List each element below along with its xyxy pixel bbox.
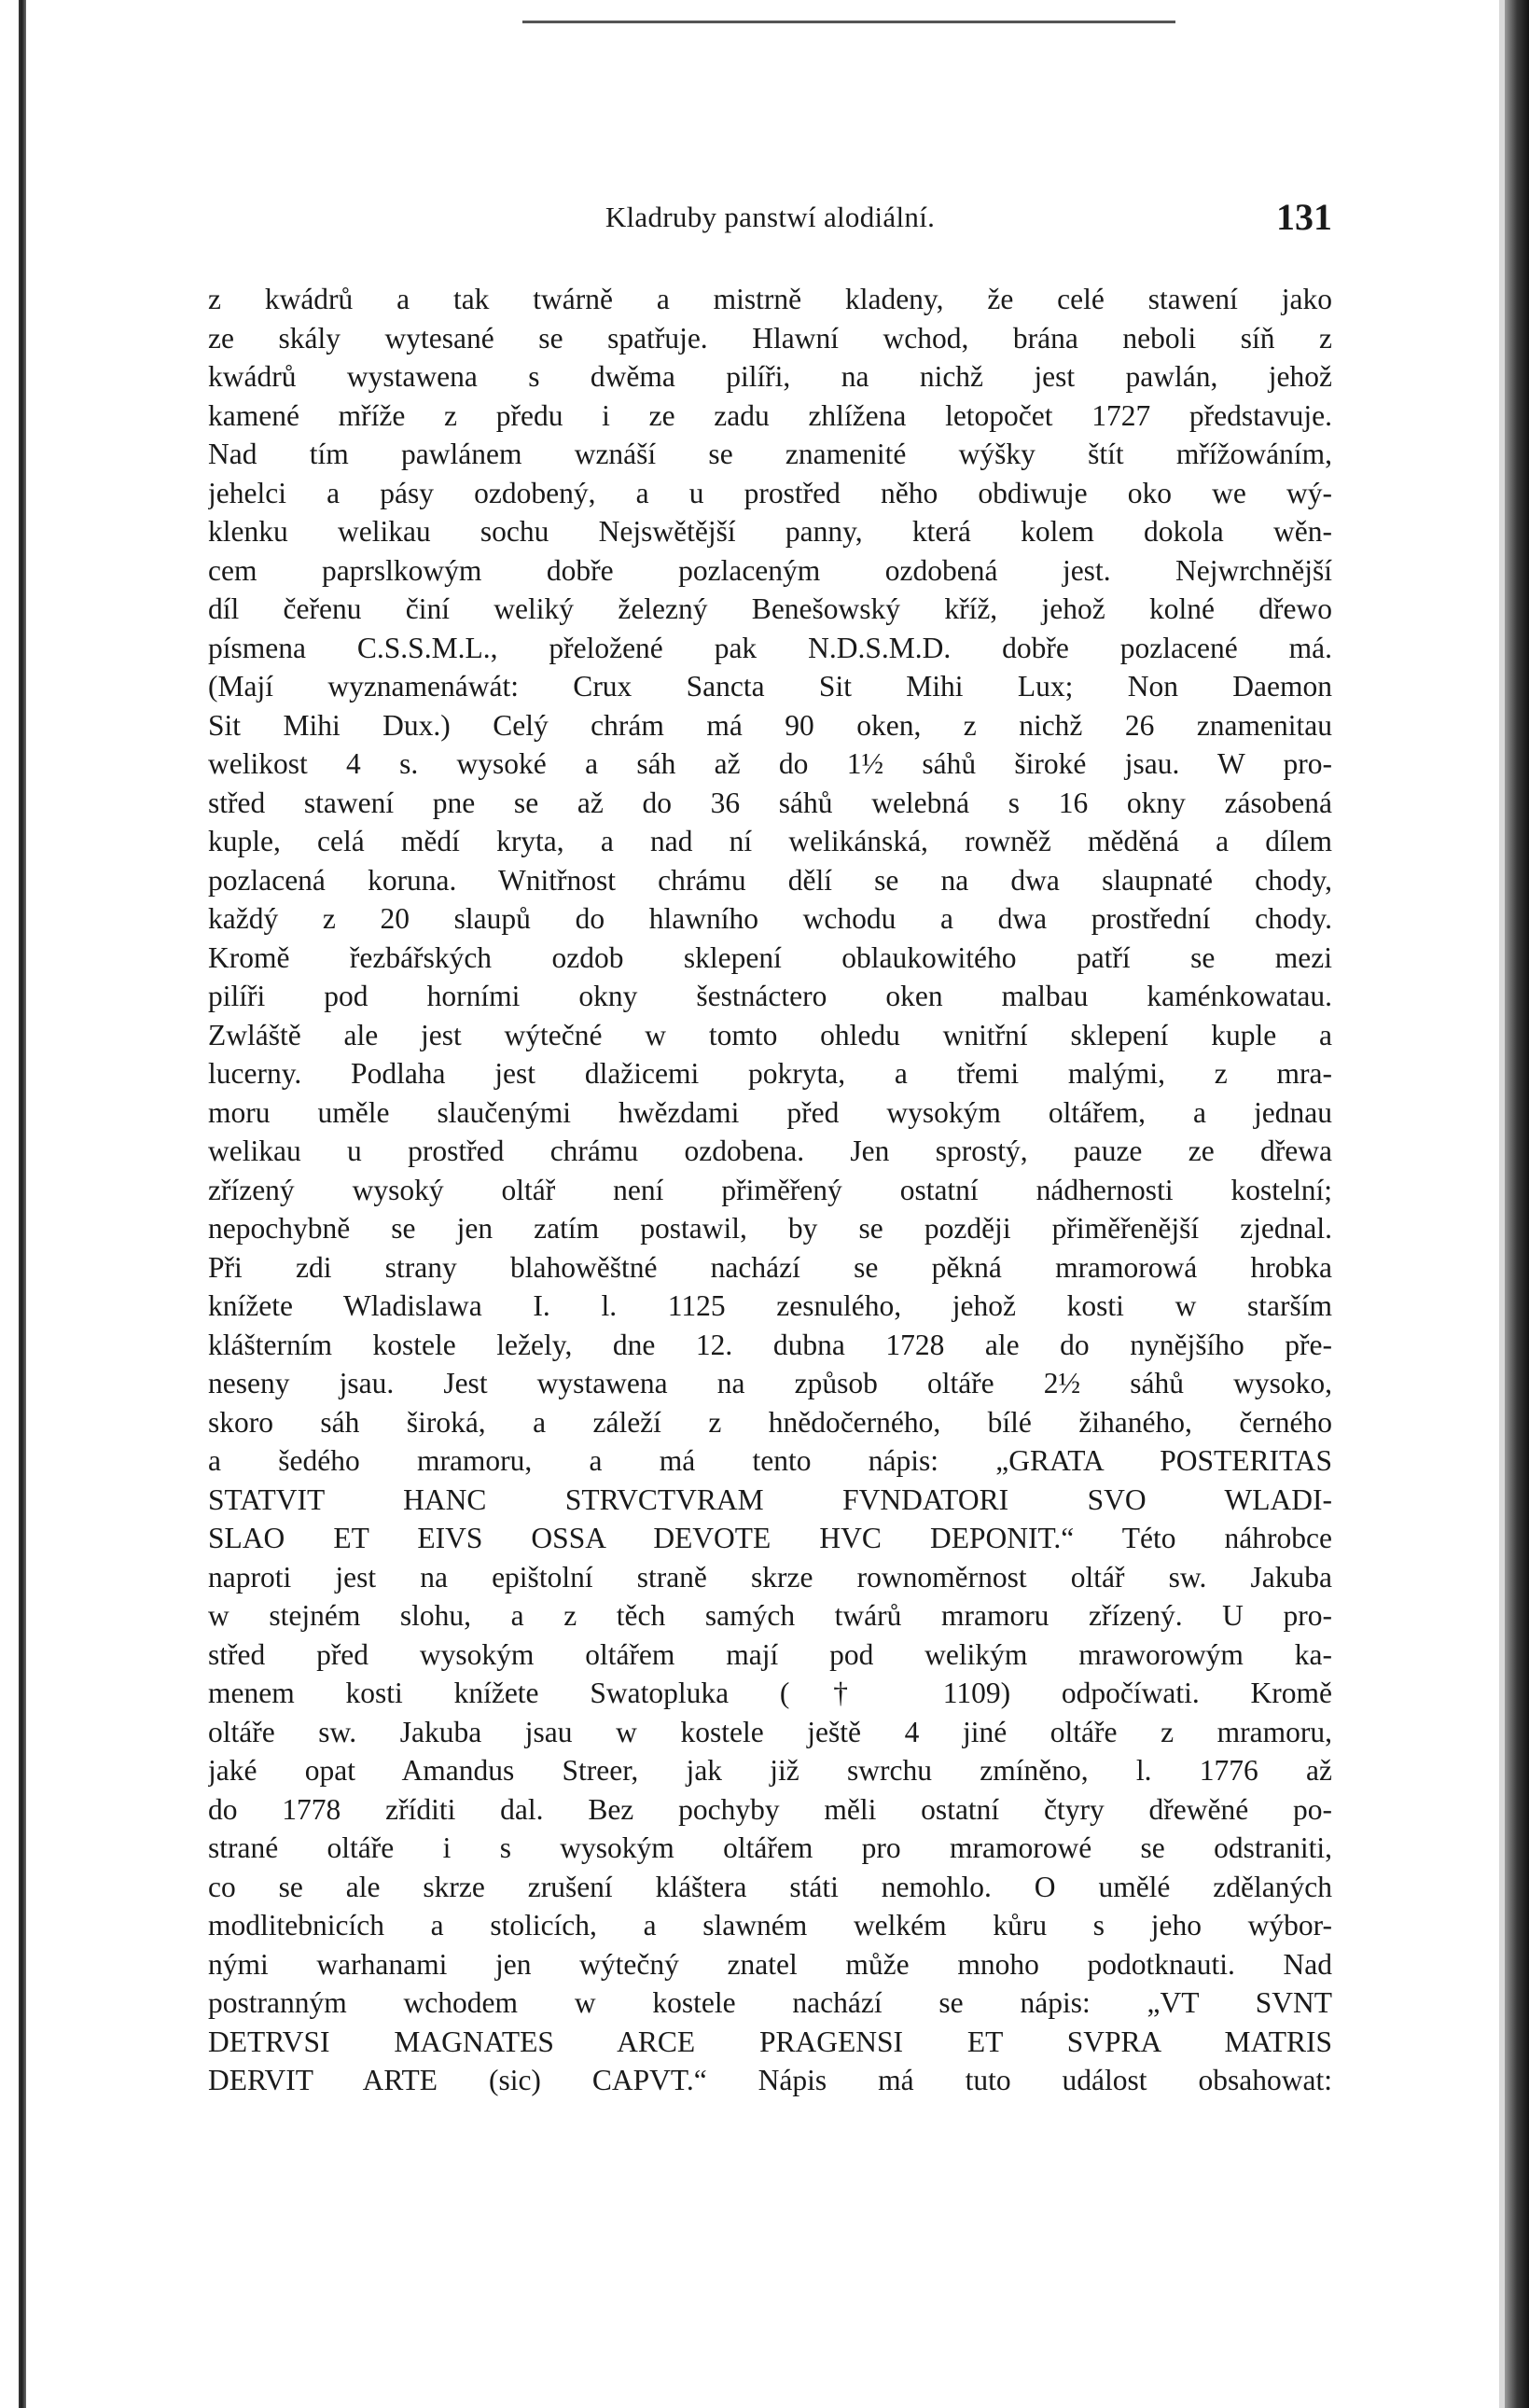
text-line: neseny jsau. Jest wystawena na způsob oltáře 2½ sáhů wysoko, xyxy=(208,1367,1332,1399)
text-line: kuple, celá mědí kryta, a nad ní welikánská, rowněž měděná a dílem xyxy=(208,825,1332,857)
page-right-edge xyxy=(1505,0,1529,2408)
text-line: jehelci a pásy ozdobený, a u prostřed něho obdiwuje oko we wý- xyxy=(208,476,1332,509)
text-line: pilíři pod horními okny šestnáctero oken malbau kaménkowatau. xyxy=(208,980,1332,1012)
page-header xyxy=(208,196,1332,257)
text-line: strané oltáře i s wysokým oltářem pro mramorowé se odstraniti, xyxy=(208,1831,1332,1864)
text-line: klášterním kostele ležely, dne 12. dubna 1728 ale do nynějšího pře- xyxy=(208,1328,1332,1361)
text-line: klenku welikau sochu Nejswětější panny, která kolem dokola wěn- xyxy=(208,515,1332,548)
text-line: ze skály wytesané se spatřuje. Hlawní wchod, brána neboli síň z xyxy=(208,321,1332,355)
text-line: do 1778 zříditi dal. Bez pochyby měli ostatní čtyry dřewěné po- xyxy=(208,1792,1332,1826)
text-line: naproti jest na epištolní straně skrze rownoměrnost oltář sw. Jakuba xyxy=(208,1560,1332,1594)
text-line: nepochybně se jen zatím postawil, by se později přiměřenější zjednal. xyxy=(208,1212,1332,1245)
text-line: střed před wysokým oltářem mají pod welikým mraworowým ka- xyxy=(208,1637,1332,1671)
text-line: postranným wchodem w kostele nachází se nápis: „VT SVNT xyxy=(208,1986,1332,2019)
text-line: Sit Mihi Dux.) Celý chrám má 90 oken, z nichž 26 znamenitau xyxy=(208,708,1332,742)
text-line: Nad tím pawlánem wznáší se znamenité wýšky štít mřížowáním, xyxy=(208,438,1332,470)
text-line: STATVIT HANC STRVCTVRAM FVNDATORI SVO WLADI- xyxy=(208,1482,1332,1516)
text-line: welikau u prostřed chrámu ozdobena. Jen sprostý, pauze ze dřewa xyxy=(208,1134,1332,1167)
text-line: (Mají wyznamenáwát: Crux Sancta Sit Mihi Lux; Non Daemon xyxy=(208,670,1332,703)
text-line: zřízený wysoký oltář není přiměřený ostatní nádhernosti kostelní; xyxy=(208,1173,1332,1206)
text-line: DERVIT ARTE (sic) CAPVT.“ Nápis má tuto událost obsahowat: xyxy=(208,2064,1332,2096)
text-line: Kromě řezbářských ozdob sklepení oblaukowitého patří se mezi xyxy=(208,940,1332,974)
text-line: každý z 20 slaupů do hlawního wchodu a dwa prostřední chody. xyxy=(208,902,1332,935)
text-line: oltáře sw. Jakuba jsau w kostele ještě 4 jiné oltáře z mramoru, xyxy=(208,1715,1332,1748)
text-line: Při zdi strany blahowěštné nachází se pěkná mramorowá hrobka xyxy=(208,1250,1332,1284)
text-line: menem kosti knížete Swatopluka († 1109) odpočíwati. Kromě xyxy=(208,1677,1332,1709)
text-line: a šedého mramoru, a má tento nápis: „GRATA POSTERITAS xyxy=(208,1444,1332,1477)
text-line: DETRVSI MAGNATES ARCE PRAGENSI ET SVPRA MATRIS xyxy=(208,2025,1332,2058)
page-number: 131 xyxy=(1276,196,1332,238)
text-line: knížete Wladislawa I. l. 1125 zesnulého, jehož kosti w starším xyxy=(208,1289,1332,1322)
text-line: pozlacená koruna. Wnitřnost chrámu dělí se na dwa slaupnaté chody, xyxy=(208,863,1332,897)
text-line: lucerny. Podlaha jest dlažicemi pokryta, a třemi malými, z mra- xyxy=(208,1057,1332,1090)
text-line: nými warhanami jen wýtečný znatel může mnoho podotknauti. Nad xyxy=(208,1947,1332,1981)
text-line: kwádrů wystawena s dwěma pilíři, na nichž jest pawlán, jehož xyxy=(208,360,1332,393)
text-line: co se ale skrze zrušení kláštera státi nemohlo. O umělé zdělaných xyxy=(208,1870,1332,1903)
text-line: Zwláště ale jest wýtečné w tomto ohledu wnitřní sklepení kuple a xyxy=(208,1018,1332,1051)
text-line: kamené mříže z předu i ze zadu zhlížena letopočet 1727 představuje. xyxy=(208,398,1332,432)
text-line: skoro sáh široká, a záleží z hnědočerného, bílé žihaného, černého xyxy=(208,1405,1332,1439)
running-title: Kladruby panstwí alodiální. xyxy=(605,201,936,233)
text-line: moru uměle slaučenými hwězdami před wysokým oltářem, a jednau xyxy=(208,1095,1332,1129)
page-top-edge xyxy=(522,21,1175,23)
text-line: cem paprslkowým dobře pozlaceným ozdobená jest. Nejwrchnější xyxy=(208,553,1332,587)
text-line: modlitebnicích a stolicích, a slawném welkém kůru s jeho wýbor- xyxy=(208,1909,1332,1942)
body-text xyxy=(208,280,1332,2100)
text-line: díl čeřenu činí weliký železný Benešowský kříž, jehož kolné dřewo xyxy=(208,592,1332,625)
text-line: w stejném slohu, a z těch samých twárů mramoru zřízený. U pro- xyxy=(208,1599,1332,1632)
text-line: střed stawení pne se až do 36 sáhů welebná s 16 okny zásobená xyxy=(208,786,1332,819)
text-line: písmena C.S.S.M.L., přeložené pak N.D.S.M.D. dobře pozlacené má. xyxy=(208,631,1332,664)
text-line: jaké opat Amandus Streer, jak již swrchu zmíněno, l. 1776 až xyxy=(208,1754,1332,1787)
text-line: welikost 4 s. wysoké a sáh až do 1½ sáhů široké jsau. W pro- xyxy=(208,747,1332,780)
page-binding-edge xyxy=(19,0,26,2408)
text-line: SLAO ET EIVS OSSA DEVOTE HVC DEPONIT.“ Této náhrobce xyxy=(208,1522,1332,1554)
text-line: z kwádrů a tak twárně a mistrně kladeny, že celé stawení jako xyxy=(208,283,1332,315)
